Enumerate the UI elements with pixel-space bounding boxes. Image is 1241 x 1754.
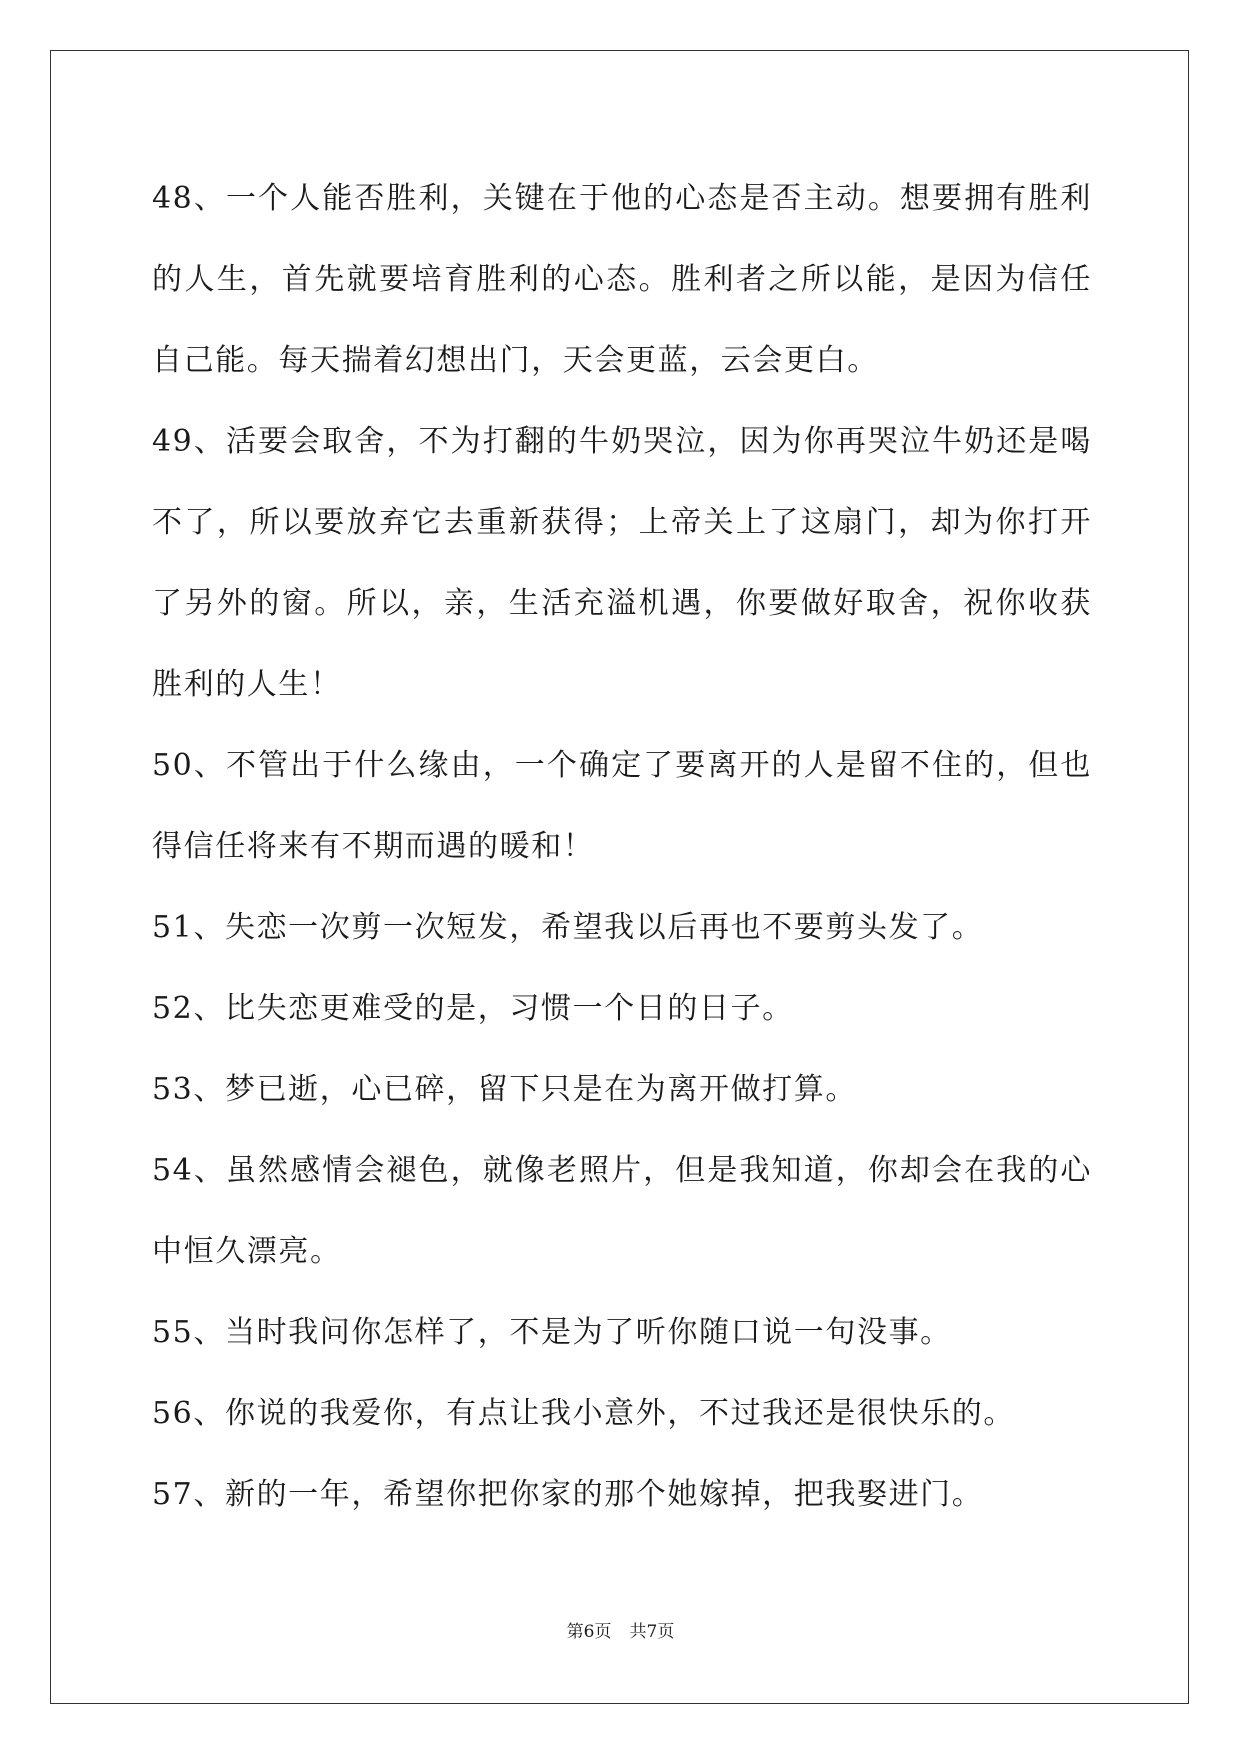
paragraph-50: 50、不管出于什么缘由，一个确定了要离开的人是留不住的，但也得信任将来有不期而遇的暖和！ <box>152 748 1092 864</box>
paragraph-51: 51、失恋一次剪一次短发，希望我以后再也不要剪头发了。 <box>152 910 984 945</box>
total-pages: 共7页 <box>629 1622 675 1642</box>
paragraph-52: 52、比失恋更难受的是，习惯一个日的日子。 <box>152 991 794 1026</box>
page-footer <box>0 1617 1241 1642</box>
paragraph-55: 55、当时我问你怎样了，不是为了听你随口说一句没事。 <box>152 1315 952 1350</box>
paragraph-53: 53、梦已逝，心已碎，留下只是在为离开做打算。 <box>152 1072 857 1107</box>
paragraph-49: 49、活要会取舍，不为打翻的牛奶哭泣，因为你再哭泣牛奶还是喝不了，所以要放弃它去重新获得；上帝关上了这扇门，却为你打开了另外的窗。所以，亲，生活充溢机遇，你要做好取舍，祝你收获胜利的人生！ <box>152 424 1092 702</box>
paragraph-56: 56、你说的我爱你，有点让我小意外，不过我还是很快乐的。 <box>152 1396 1015 1431</box>
current-page-number: 第6页 <box>566 1622 612 1642</box>
paragraph-57: 57、新的一年，希望你把你家的那个她嫁掉，把我娶进门。 <box>152 1477 984 1512</box>
paragraph-48: 48、一个人能否胜利，关键在于他的心态是否主动。想要拥有胜利的人生，首先就要培育胜利的心态。胜利者之所以能，是因为信任自己能。每天揣着幻想出门，天会更蓝，云会更白。 <box>152 181 1092 378</box>
document-body <box>152 158 1092 1535</box>
paragraph-54: 54、虽然感情会褪色，就像老照片，但是我知道，你却会在我的心中恒久漂亮。 <box>152 1153 1092 1269</box>
